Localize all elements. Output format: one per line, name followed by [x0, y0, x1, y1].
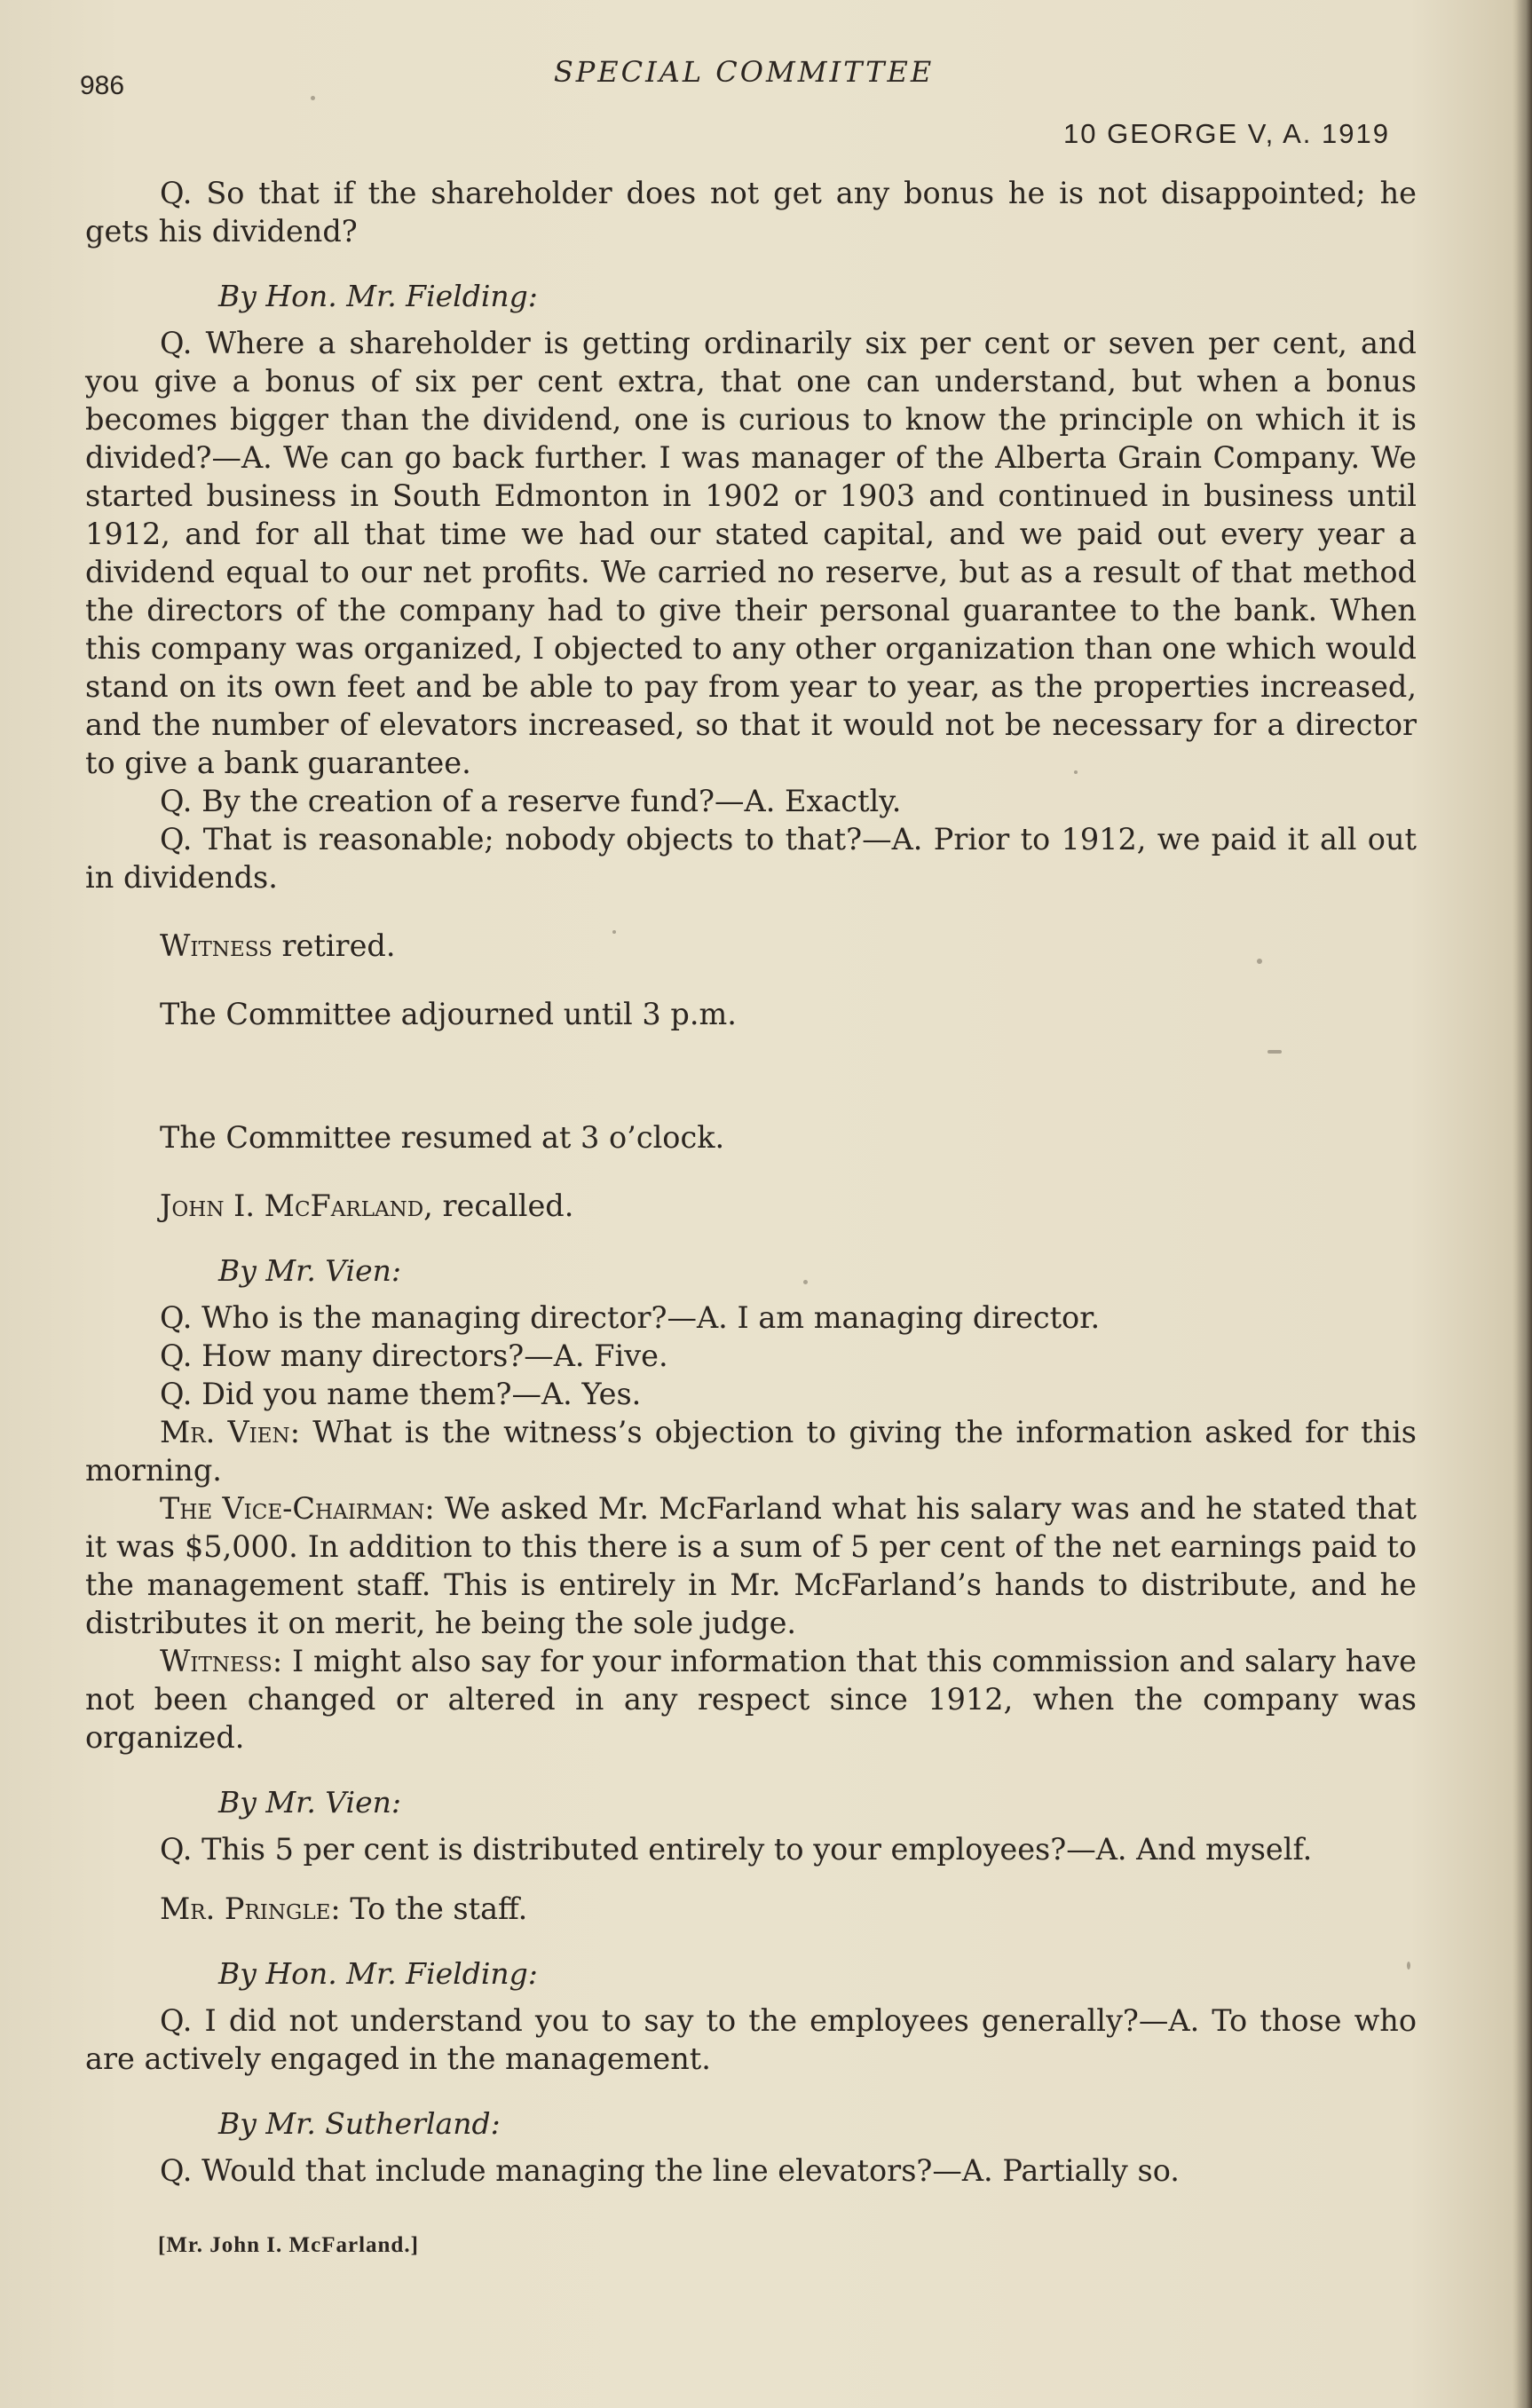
session-label: 10 GEORGE V, A. 1919 — [1063, 118, 1390, 149]
question-paragraph: Q. Where a shareholder is getting ordinarily six per cent or seven per cent, and you give a bonus of six per cent extra, that one can understand, but when a bonus becomes bigger than the dividend, one is curious to know the principle on which it is divided?—A. We can go back further. I was manager of the Alberta Grain Company. We started business in South Edmonton in 1902 or 1903 and continued in business until 1912, and for all that time we had our stated capital, and we paid out every year a dividend equal to our net profits. We carried no reserve, but as a result of that method the directors of the company had to give their personal guarantee to the bank. When this company was organized, I objected to any other organization than one which would stand on its own feet and be able to pay from year to year, as the properties increased, and the number of elevators increased, so that it would not be necessary for a director to give a bank guarantee. — [85, 326, 1417, 780]
page-title: SPECIAL COMMITTEE — [553, 55, 935, 89]
speaker-text: : I might also say for your information that this commission and salary have not been changed or altered in any respect since 1912, when the company was organized. — [85, 1644, 1417, 1755]
document-body — [85, 174, 1417, 2190]
section-heading: By Mr. Sutherland: — [218, 2106, 501, 2141]
adjourned-line: The Committee adjourned until 3 p.m. — [160, 997, 737, 1031]
speaker-text: : We asked Mr. McFarland what his salary was and he stated that it was $5,000. In addition to this there is a sum of 5 per cent of the net earnings paid to the management staff. This is entirely in Mr. McFarland’s hands to distribute, and he distributes it on merit, he being the sole judge. — [85, 1491, 1417, 1640]
speaker-name: Mr. Pringle — [160, 1891, 331, 1926]
speaker-name: The Vice-Chairman — [160, 1491, 425, 1526]
speaker-text: : What is the witness’s objection to giving the information asked for this morning. — [85, 1415, 1417, 1488]
speaker-paragraph — [85, 1890, 1417, 1928]
paper-speck — [803, 1280, 808, 1284]
page-number: 986 — [80, 71, 125, 100]
question-paragraph: Q. This 5 per cent is distributed entirely to your employees?—A. And myself. — [160, 1832, 1313, 1867]
recalled-text: recalled. — [442, 1188, 574, 1223]
question-paragraph: Q. That is reasonable; nobody objects to that?—A. Prior to 1912, we paid it all out in dividends. — [85, 822, 1417, 895]
paper-speck — [311, 96, 315, 100]
speaker-name: Mr. Vien — [160, 1415, 290, 1449]
speaker-paragraph — [85, 1642, 1417, 1757]
speaker-paragraph — [85, 1413, 1417, 1489]
question-paragraph: Q. How many directors?—A. Five. — [160, 1338, 668, 1373]
paper-speck — [612, 930, 616, 934]
question-paragraph: Q. Would that include managing the line elevators?—A. Partially so. — [160, 2153, 1180, 2188]
paper-speck — [1267, 1050, 1282, 1054]
section-heading: By Mr. Vien: — [218, 1253, 402, 1288]
question-paragraph: Q. Who is the managing director?—A. I am managing director. — [160, 1300, 1101, 1335]
question-paragraph: Q. So that if the shareholder does not get any bonus he is not disappointed; he gets his dividend? — [85, 176, 1417, 249]
section-heading: By Hon. Mr. Fielding: — [218, 279, 538, 313]
speaker-text: : To the staff. — [330, 1891, 528, 1926]
resumed-line: The Committee resumed at 3 o’clock. — [160, 1120, 725, 1155]
section-heading: By Mr. Vien: — [218, 1785, 402, 1820]
retired-text: retired. — [281, 928, 396, 963]
question-paragraph: Q. By the creation of a reserve fund?—A. Exactly. — [160, 784, 902, 818]
footer-speaker-note: [Mr. John I. McFarland.] — [158, 2233, 419, 2257]
recalled-line — [85, 1187, 1417, 1225]
paper-speck — [1074, 770, 1078, 774]
speaker-name: Witness — [160, 928, 272, 963]
page-edge-shadow — [1512, 0, 1532, 2408]
paper-speck — [1257, 959, 1262, 964]
running-head — [80, 55, 1408, 99]
question-paragraph: Q. Did you name them?—A. Yes. — [160, 1377, 642, 1411]
speaker-name: John I. McFarland, — [160, 1188, 433, 1223]
question-paragraph: Q. I did not understand you to say to the employees generally?—A. To those who are actively engaged in the management. — [85, 2003, 1417, 2076]
speaker-paragraph — [85, 1489, 1417, 1642]
section-heading: By Hon. Mr. Fielding: — [218, 1956, 538, 1991]
paper-speck — [1407, 1962, 1410, 1970]
witness-retired-line — [85, 927, 1417, 965]
speaker-name: Witness — [160, 1644, 272, 1678]
